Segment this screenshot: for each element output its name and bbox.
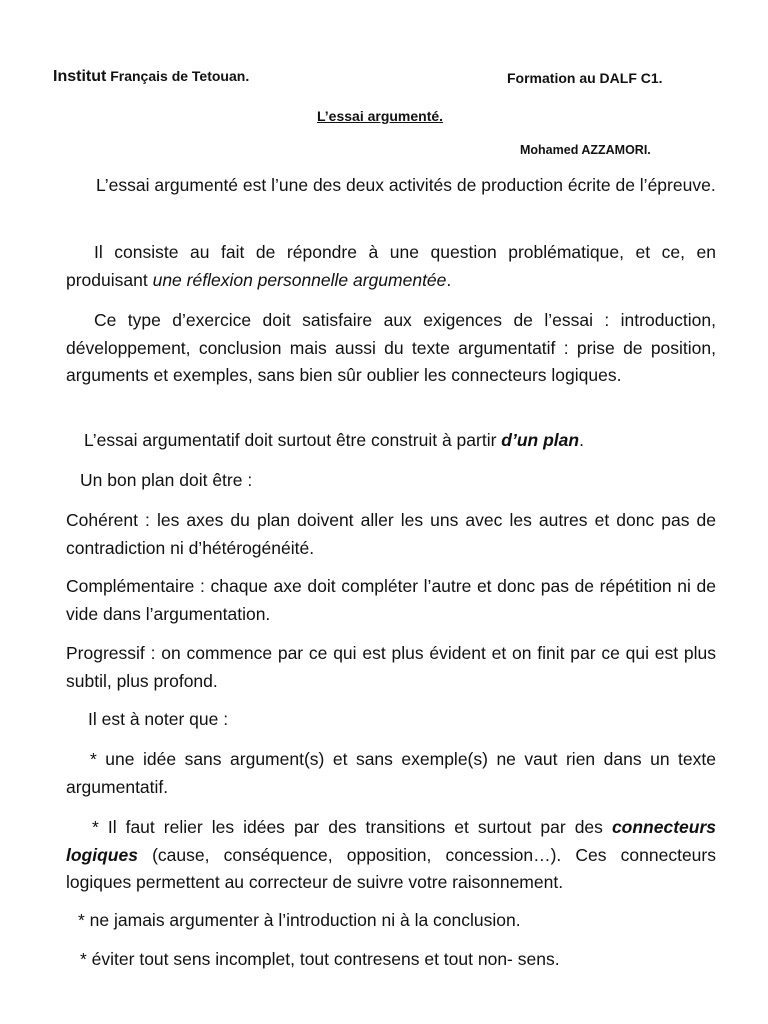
institution-name [53,68,249,86]
bullet-connectors-end: (cause, conséquence, opposition, concession…). Ces connecteurs logiques permettent au correcteur de suivre votre raisonnement. [66,844,716,892]
paragraph-definition-end: . [446,269,452,290]
paragraph-plan [66,427,716,455]
paragraph-definition-text: Il consiste au fait de répondre à une question problématique, et ce, en produisant [66,242,716,290]
bullet-avoid [66,946,716,974]
bullet-idea [66,746,716,801]
paragraph-complementary: Complémentaire : chaque axe doit compléter l’autre et donc pas de répétition ni de vide dans l’argumentation. [66,576,716,624]
bullet-avoid-text: * éviter tout sens incomplet, tout contresens et tout non- sens. [80,949,560,969]
institution-word: Institut [53,68,107,85]
bullet-connectors [66,814,716,897]
paragraph-exercise-type-text: Ce type d’exercice doit satisfaire aux exigences de l’essai : introduction, développement, conclusion mais aussi du texte argumentatif : prise de position, arguments et exemples, sans bien sûr oublier les connecteurs logiques. [66,310,716,385]
paragraph-good-plan-text: Un bon plan doit être : [80,470,253,490]
paragraph-exercise-type [66,307,716,390]
paragraph-good-plan [66,467,716,495]
paragraph-note-text: Il est à noter que : [88,709,229,729]
paragraph-definition-emphasis: une réflexion personnelle argumentée [152,269,447,290]
paragraph-coherent: Cohérent : les axes du plan doivent aller les uns avec les autres et donc pas de contradiction ni d’hétérogénéité. [66,510,716,558]
bullet-idea-text: * une idée sans argument(s) et sans exemple(s) ne vaut rien dans un texte argumentatif. [66,749,716,797]
paragraph-progressive: Progressif : on commence par ce qui est plus évident et on finit par ce qui est plus subtil, plus profond. [66,643,716,691]
paragraph-plan-text: L’essai argumentatif doit surtout être construit à partir [84,430,502,450]
bullet-connectors-emphasis: connecteurs logiques [66,817,716,865]
paragraph-plan-end: . [579,430,584,450]
author-name: Mohamed AZZAMORI. [520,143,651,157]
bullet-connectors-text: * Il faut relier les idées par des transitions et surtout par des [92,817,612,837]
bullet-no-argument [66,907,716,935]
bullet-no-argument-text: * ne jamais argumenter à l’introduction ni à la conclusion. [78,910,521,930]
paragraph-note [66,706,716,734]
paragraph-plan-emphasis: d’un plan [501,430,580,450]
paragraph-intro [66,172,716,200]
institution-rest: Français de Tetouan. [110,68,250,84]
paragraph-definition [66,239,716,294]
paragraph-intro-text: L’essai argumenté est l’une des deux activités de production écrite de l’épreuve. [96,175,716,195]
document-title: L’essai argumenté. [317,108,444,124]
course-name: Formation au DALF C1. [507,70,663,86]
